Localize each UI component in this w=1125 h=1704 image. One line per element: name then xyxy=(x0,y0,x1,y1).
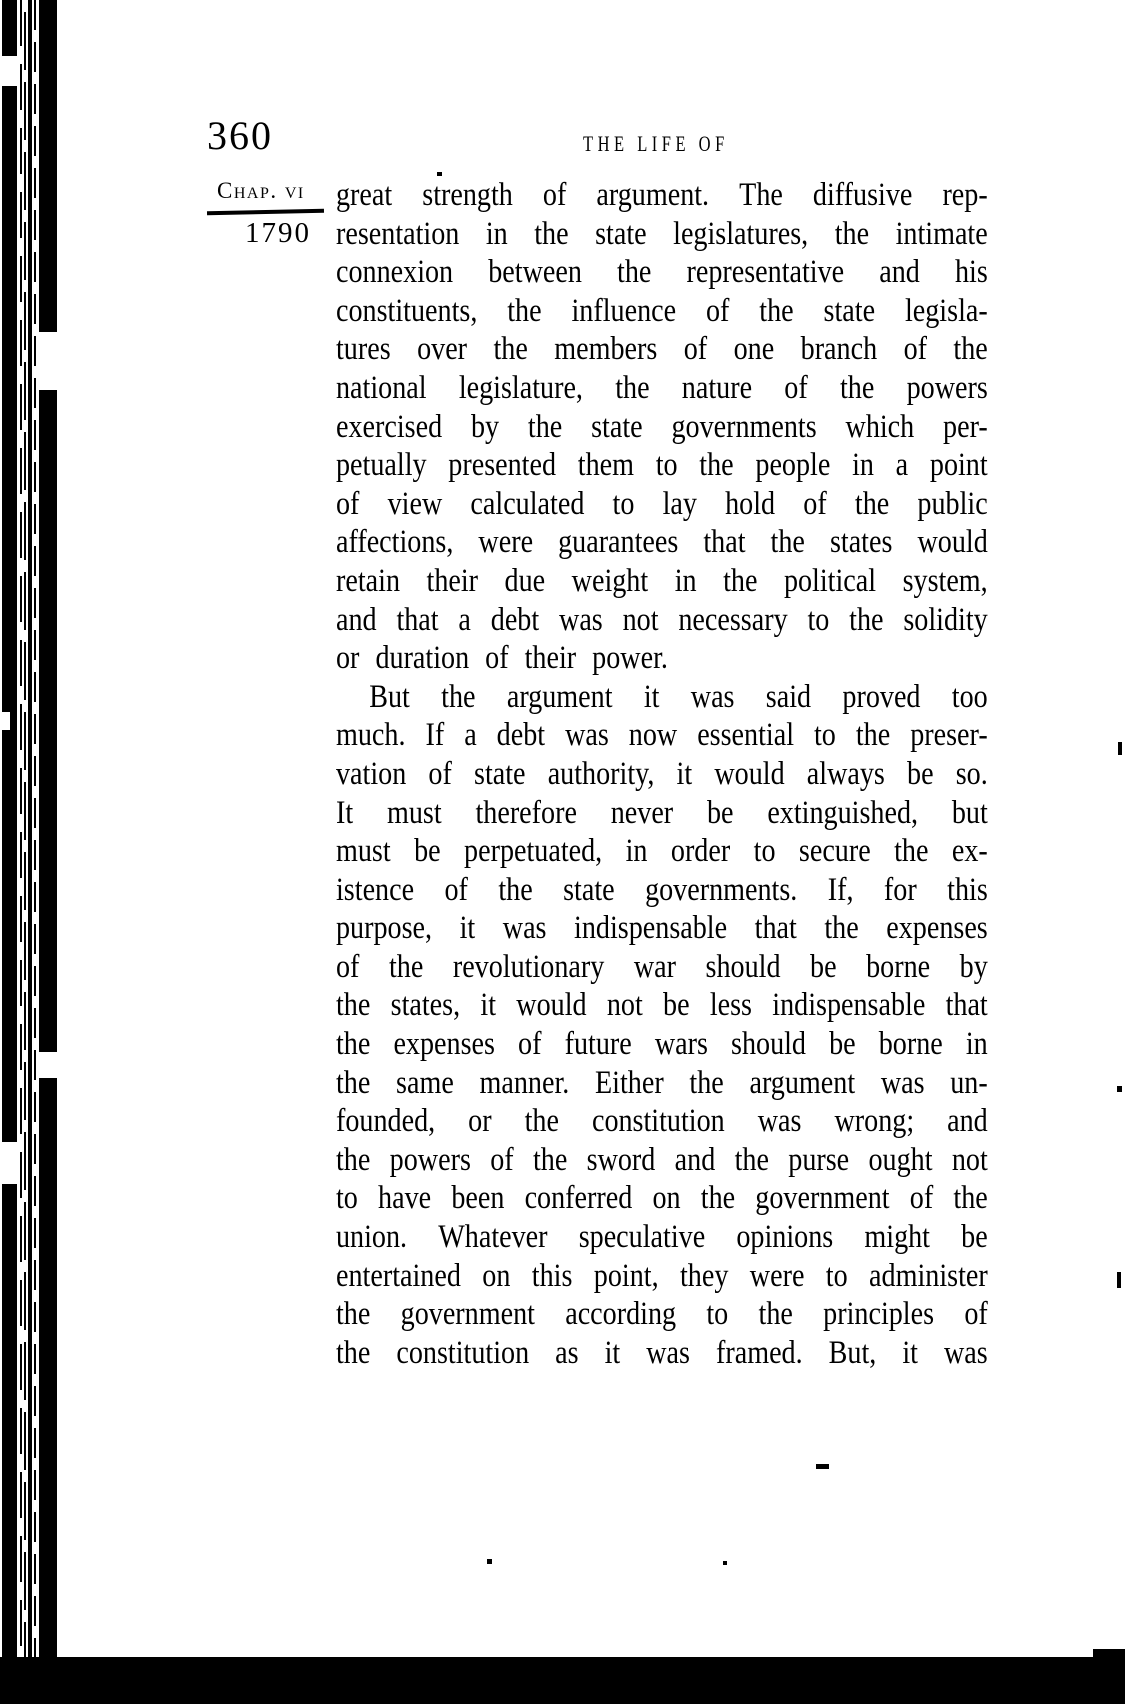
body-line: petually presented them to the people in a point xyxy=(336,447,988,484)
body-line: the constitution as it was framed. But, it was xyxy=(336,1334,988,1371)
year-label: 1790 xyxy=(245,217,311,249)
scan-speck xyxy=(1117,1272,1121,1288)
body-line: affections, were guarantees that the states would xyxy=(336,524,988,561)
gutter-gap xyxy=(0,712,10,730)
body-line: of view calculated to lay hold of the public xyxy=(336,485,988,522)
body-line: entertained on this point, they were to administer xyxy=(336,1257,988,1294)
gutter-stripe xyxy=(20,0,22,1704)
scan-speck xyxy=(437,172,442,176)
body-line: It must therefore never be extinguished, but xyxy=(336,794,988,831)
body-text xyxy=(336,176,988,1372)
body-line: resentation in the state legislatures, the intimate xyxy=(336,215,988,252)
body-line: union. Whatever speculative opinions might be xyxy=(336,1219,988,1256)
scan-speck xyxy=(487,1559,492,1564)
page-number: 360 xyxy=(207,113,273,158)
body-line: istence of the state governments. If, for this xyxy=(336,871,988,908)
body-line: national legislature, the nature of the powers xyxy=(336,369,988,406)
body-line: the states, it would not be less indispensable that xyxy=(336,987,988,1024)
gutter-gap xyxy=(38,332,58,390)
scan-speck xyxy=(816,1464,829,1469)
body-line: or duration of their power. xyxy=(336,640,668,677)
gutter-stripe xyxy=(28,0,32,1704)
body-line: the government according to the principles of xyxy=(336,1296,988,1333)
body-line: founded, or the constitution was wrong; and xyxy=(336,1103,988,1140)
body-line: to have been conferred on the government of the xyxy=(336,1180,988,1217)
body-line: great strength of argument. The diffusive rep- xyxy=(336,177,988,213)
body-line: exercised by the state governments which per- xyxy=(336,408,988,445)
gutter-stripe xyxy=(39,0,57,1704)
body-line: the expenses of future wars should be borne in xyxy=(336,1026,988,1063)
body-line: retain their due weight in the political system, xyxy=(336,562,988,599)
gutter-scan-artifact xyxy=(0,0,60,1704)
scan-speck xyxy=(1118,742,1122,755)
body-line: vation of state authority, it would always be so. xyxy=(336,755,988,792)
bottom-scan-bar xyxy=(0,1657,1125,1704)
gutter-stripe xyxy=(2,0,17,1704)
gutter-gap xyxy=(38,1052,58,1078)
body-line: constituents, the influence of the state legisla- xyxy=(336,292,988,329)
margin-rule xyxy=(207,209,324,215)
body-line: of the revolutionary war should be borne by xyxy=(336,948,988,985)
body-line: But the argument it was said proved too xyxy=(369,678,988,715)
gutter-stripe xyxy=(24,0,26,1704)
running-header: THE LIFE OF xyxy=(583,131,729,156)
gutter-gap xyxy=(0,56,19,86)
body-line: tures over the members of one branch of the xyxy=(336,331,988,368)
scan-speck xyxy=(723,1561,727,1565)
scan-speck xyxy=(1117,1086,1122,1092)
body-line: the same manner. Either the argument was un- xyxy=(336,1064,988,1101)
body-line: connexion between the representative and his xyxy=(336,254,988,291)
body-line: must be perpetuated, in order to secure the ex- xyxy=(336,833,988,870)
bottom-scan-nub xyxy=(1093,1649,1125,1659)
gutter-gap xyxy=(0,1142,18,1184)
gutter-stripe xyxy=(34,0,36,1704)
chapter-label: Chap. vi xyxy=(217,178,305,203)
body-line: and that a debt was not necessary to the solidity xyxy=(336,601,988,638)
body-line: much. If a debt was now essential to the preser- xyxy=(336,717,988,754)
body-line: purpose, it was indispensable that the expenses xyxy=(336,910,988,947)
body-line: the powers of the sword and the purse ought not xyxy=(336,1141,988,1178)
